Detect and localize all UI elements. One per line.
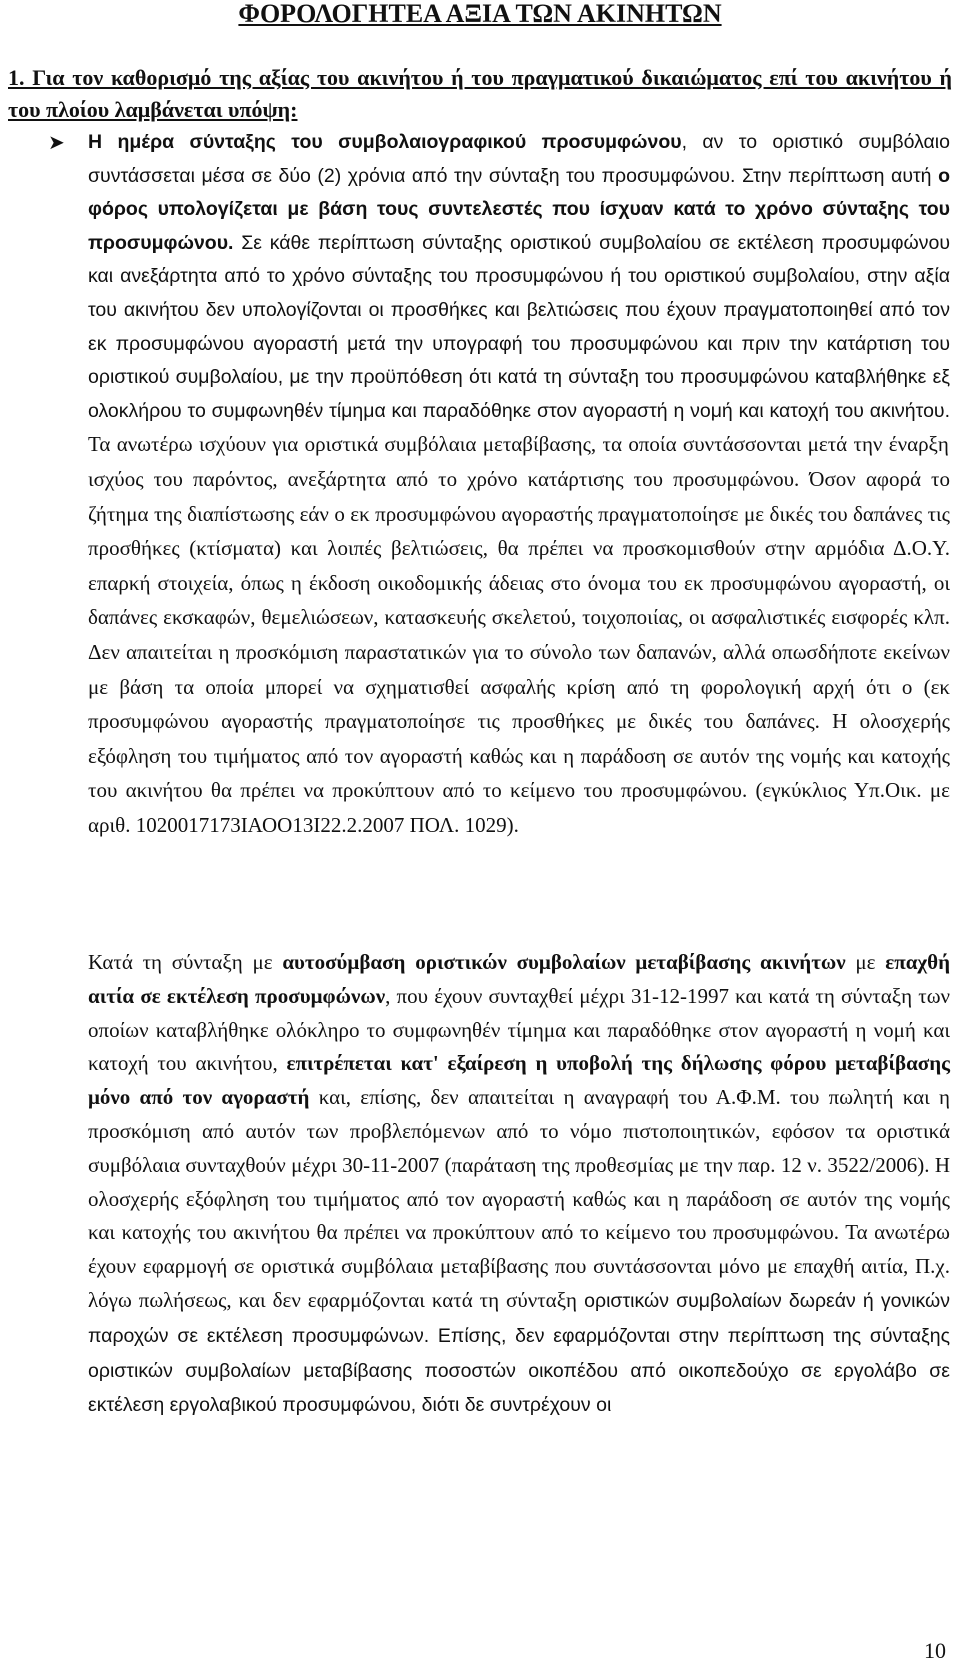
para2-text-4: και, επίσης, δεν απαιτείται η αναγραφή του Α.Φ.Μ. του πωλητή και η προσκόμιση από αυτόν των προβλεπόμενων από το νόμο πιστοποιητικών, εφόσον τα οριστικά συμβόλαια συνταχθούν μέχρι 30-11-2007 (παράταση της προθεσμίας με την παρ. 12 ν. 3522/2006). Η ολοσχερής εξόφληση του τιμήματος από τον αγοραστή καθώς και η παράδοση σε αυτόν της νομής και κατοχής του ακινήτου θα πρέπει να προκύπτουν από το κείμενο του προσυμφώνου. Τα ανωτέρω έχουν εφαρμογή σε οριστικά συμβόλαια μεταβίβασης που συντάσσονται μόνο με επαχθή αιτία, Π.χ. λόγω πωλήσεως, και δεν εφαρμόζονται κατά τη σύνταξη bbox=[88, 1085, 951, 1312]
para2-tail: οριστικών συμβολαίων δωρεάν ή γονικών παροχών σε εκτέλεση προσυμφώνων. Επίσης, δεν εφαρμόζονται στην περίπτωση της σύνταξης οριστικών συμβολαίων μεταβίβασης ποσοστών οικοπέδου από οικοπεδούχο σε εργολάβο σε εκτέλεση εργολαβικού προσυμφώνου, διότι δε συντρέχουν οι bbox=[88, 1289, 950, 1417]
bullet-text-2: Σε κάθε περίπτωση σύνταξης οριστικού συμβολαίου σε εκτέλεση προσυμφώνου και ανεξάρτητα από το χρόνο σύνταξης του προσυμφώνου ή του οριστικού συμβολαίου, στην αξία του ακινήτου δεν υπολογίζονται οι προσθήκες και βελτιώσεις που έχουν πραγματοποιηθεί από τον εκ προσυμφώνου αγοραστή μετά την υπογραφή του προσυμφώνου και πριν την κατάρτιση του οριστικού συμβολαίου, με την προϋπόθεση ότι κατά τη σύνταξη του προσυμφώνου καταβλήθηκε εξ ολοκλήρου το συμφωνηθέν τίμημα και παραδόθηκε στον αγοραστή η νομή και κατοχή του ακινήτου. bbox=[88, 231, 950, 422]
page-number: 10 bbox=[924, 1638, 946, 1664]
bullet-paragraph bbox=[48, 126, 950, 843]
para2-text-1: Κατά τη σύνταξη με bbox=[88, 950, 283, 974]
paragraph-2 bbox=[88, 946, 950, 1423]
para2-bold-3: επιτρέπεται κατ' εξαίρεση η υποβολή της δήλωσης φόρου μεταβίβασης μόνο από τον αγοραστή bbox=[88, 1051, 950, 1110]
bullet-text-1: , αν το οριστικό συμβόλαιο συντάσσεται μέσα σε δύο (2) χρόνια από την σύνταξη του προσυμφώνου. Στην περίπτωση αυτή bbox=[88, 131, 950, 187]
section-heading: 1. Για τον καθορισμό της αξίας του ακινήτου ή του πραγματικού δικαιώματος επί του ακινήτου ή του πλοίου λαμβάνεται υπόψη: bbox=[8, 65, 952, 122]
bullet-bold-2: ο φόρος υπολογίζεται με βάση τους συντελεστές που ίσχυαν κατά το χρόνο σύνταξης του προσυμφώνου. bbox=[88, 164, 950, 254]
para2-text-2: με bbox=[845, 950, 886, 974]
arrow-bullet-icon: ➤ bbox=[48, 130, 65, 154]
para2-bold-2: επαχθή αιτία σε εκτέλεση προσυμφώνων bbox=[88, 950, 951, 1008]
para2-text-3: , που έχουν συνταχθεί μέχρι 31-12-1997 και κατά τη σύνταξη των οποίων καταβλήθηκε ολόκληρο το συμφωνηθέν τίμημα και παραδόθηκε στον αγοραστή η νομή και κατοχή του ακινήτου, bbox=[88, 983, 951, 1076]
document-title: ΦΟΡΟΛΟΓΗΤΕΑ ΑΞΙΑ ΤΩΝ ΑΚΙΝΗΤΩΝ bbox=[238, 0, 722, 28]
para2-bold-1: αυτοσύμβαση οριστικών συμβολαίων μεταβίβασης ακινήτων bbox=[282, 950, 846, 974]
bullet-serif-text: Τα ανωτέρω ισχύουν για οριστικά συμβόλαια μεταβίβασης, τα οποία συντάσσονται μετά την έναρξη ισχύος του παρόντος, ανεξάρτητα από το χρόνο κατάρτισης του προσυμφώνου. Όσον αφορά το ζήτημα της διαπίστωσης εάν ο εκ προσυμφώνου αγοραστής πραγματοποίησε με δικές του δαπάνες τις προσθήκες (κτίσματα) και λοιπές βελτιώσεις, θα πρέπει να προσκομισθούν στην αρμόδια Δ.Ο.Υ. επαρκή στοιχεία, όπως η έκδοση οικοδομικής άδειας στο όνομα του εκ προσυμφώνου αγοραστή, οι δαπάνες εκσκαφών, θεμελιώσεων, κατασκευής σκελετού, τοιχοποιίας, οι ασφαλιστικές εισφορές κλπ. Δεν απαιτείται η προσκόμιση παραστατικών για το σύνολο των δαπανών, αλλά οπωσδήποτε εκείνων με βάση τα οποία μπορεί να σχηματισθεί ασφαλής κρίση από τη φορολογική αρχή ότι ο (εκ προσυμφώνου αγοραστής πραγματοποίησε τις προσθήκες με δικές του δαπάνες. Η ολοσχερής εξόφληση του τιμήματος από τον αγοραστή καθώς και η παράδοση σε αυτόν της νομής και κατοχής του ακινήτου θα πρέπει να προκύπτουν από το κείμενο του προσυμφώνου. (εγκύκλιος Υπ.Οικ. με αριθ. 1020017173ΙΑΟΟ13Ι22.2.2007 ΠΟΛ. 1029). bbox=[88, 432, 950, 837]
bullet-bold-lead: Η ημέρα σύνταξης του συμβολαιογραφικού προσυμφώνου bbox=[88, 131, 682, 153]
